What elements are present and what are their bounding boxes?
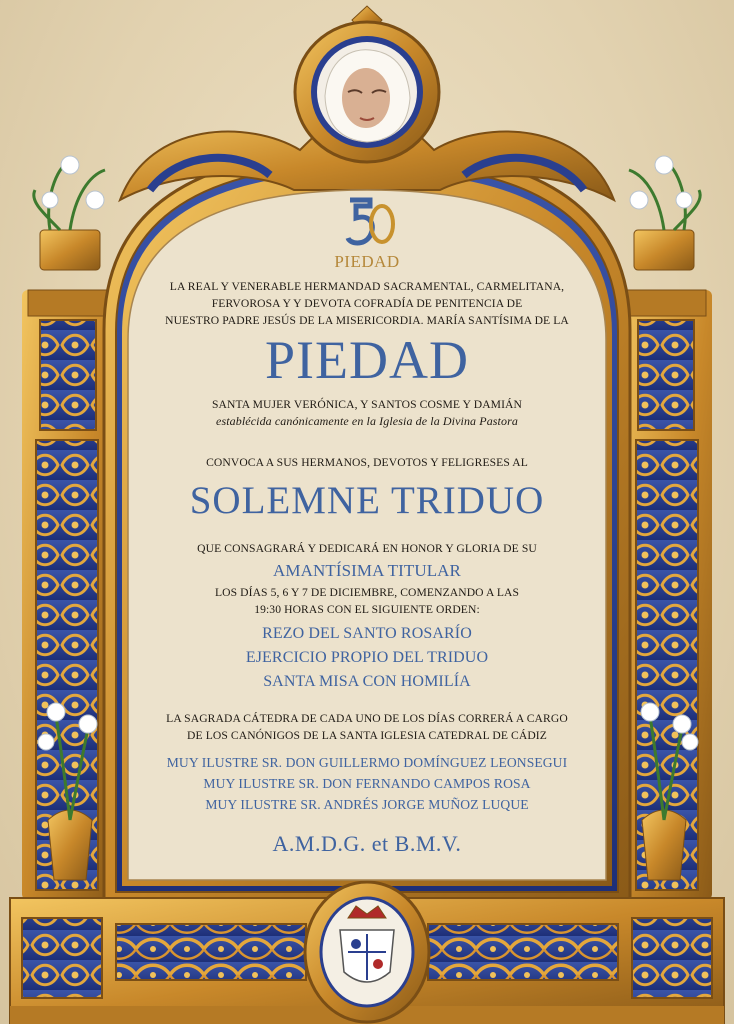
logo-text: PIEDAD [334, 252, 400, 271]
titular-line: AMANTÍSIMA TITULAR [272, 561, 461, 580]
event-title: SOLEMNE TRIDUO [189, 479, 545, 522]
convoca-line: CONVOCA A SUS HERMANOS, DEVOTOS Y FELIGRESES AL [206, 456, 528, 469]
intro-line-1: LA REAL Y VENERABLE HERMANDAD SACRAMENTAL, CARMELITANA, [169, 280, 565, 293]
preacher-3: MUY ILUSTRE SR. ANDRÉS JORGE MUÑOZ LUQUE [205, 797, 529, 812]
saints-block [128, 396, 606, 429]
virgin-medallion [295, 22, 439, 162]
consagrara-line: QUE CONSAGRARÁ Y DEDICARÁ EN HONOR Y GLORIA DE SU [197, 542, 537, 555]
intro-block [128, 278, 606, 329]
preachers-list [128, 752, 606, 815]
preacher-1: MUY ILUSTRE SR. DON GUILLERMO DOMÍNGUEZ LEONSEGUI [166, 755, 568, 770]
order-list [128, 622, 606, 694]
catedra-line-2: DE LOS CANÓNIGOS DE LA SANTA IGLESIA CATEDRAL DE CÁDIZ [187, 729, 547, 742]
flower-vase-top-right [629, 156, 700, 270]
preacher-2: MUY ILUSTRE SR. DON FERNANDO CAMPOS ROSA [203, 776, 531, 791]
saints-line: SANTA MUJER VERÓNICA, Y SANTOS COSME Y DAMIÁN [212, 398, 522, 411]
main-title: PIEDAD [265, 330, 469, 390]
flower-vase-top-left [34, 156, 105, 270]
catedra-block [128, 710, 606, 744]
dates-block [128, 584, 606, 618]
order-item-1: REZO DEL SANTO ROSARÍO [262, 625, 472, 642]
coat-of-arms [305, 882, 429, 1022]
dates-line-1: LOS DÍAS 5, 6 Y 7 DE DICIEMBRE, COMENZANDO A LAS [214, 586, 520, 599]
logo-number [336, 196, 337, 197]
order-item-3: SANTA MISA CON HOMILÍA [263, 673, 471, 690]
dates-line-2: 19:30 HORAS CON EL SIGUIENTE ORDEN: [254, 603, 480, 616]
intro-line-2: FERVOROSA Y Y DEVOTA COFRADÍA DE PENITENCIA DE [211, 297, 523, 310]
closing-motto: A.M.D.G. et B.M.V. [272, 831, 462, 856]
intro-line-3: NUESTRO PADRE JESÚS DE LA MISERICORDIA. MARÍA SANTÍSIMA DE LA [165, 314, 569, 327]
order-item-2: EJERCICIO PROPIO DEL TRIDUO [245, 649, 489, 666]
text-panel [128, 180, 606, 880]
anniversary-logo [336, 196, 398, 274]
catedra-line-1: LA SAGRADA CÁTEDRA DE CADA UNO DE LOS DÍAS CORRERÁ A CARGO [166, 712, 568, 725]
established-line: establécida canónicamente en la Iglesia de la Divina Pastora [216, 414, 518, 428]
